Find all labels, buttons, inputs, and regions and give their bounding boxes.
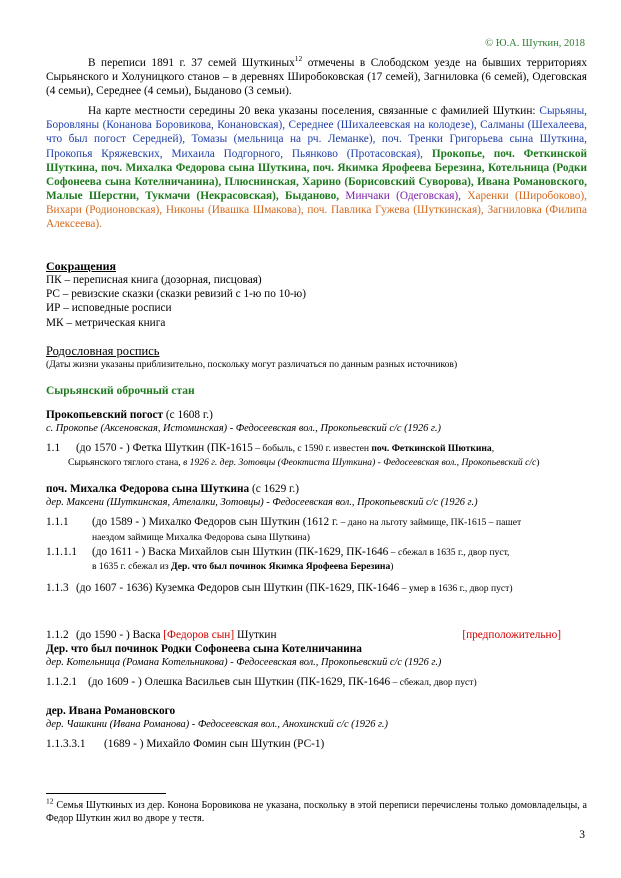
abbr-item: ИР – исповедные росписи [46, 302, 172, 315]
entry-number: 1.1.2.1 [46, 676, 78, 689]
map-purple-places: Минчаки (Одеговская), [339, 189, 468, 202]
footnote [46, 796, 587, 825]
main-content [46, 56, 587, 752]
entry-cont [46, 456, 587, 470]
entry-text: (до 1607 - 1636) Куземка Федоров сын Шуткин (ПК-1629, ПК-1646 [76, 581, 400, 594]
entry [46, 441, 587, 456]
abbreviations-title: Сокращения [46, 259, 117, 274]
map-lead: На карте местности середины 20 века указаны поселения, связанные с фамилией Шуткин: [88, 105, 540, 118]
section-title: Дер. что был починок Родки Софонеева сына Котелничанина [46, 643, 362, 655]
intro-text-cont: отмечены в Слободском уезде на бывших территориях Сырьянского и Холуницкого станов – в деревнях Широбоковская (17 семей), Загниловка (6 семей), Одеговская (4 семьи), Середнее (4 семьи), Быданово (3 семьи). [46, 57, 588, 98]
entry-note: – умер в 1636 г., двор пуст) [399, 582, 513, 594]
entry-uncertain: [Федоров сын] [163, 628, 235, 641]
section-title: дер. Ивана Романовского [46, 705, 176, 718]
footnote-separator [46, 793, 166, 794]
entry-text: Шуткин [234, 628, 277, 641]
entry [46, 737, 587, 751]
stan-heading: Сырьянский оброчный стан [46, 384, 195, 397]
entry-note-italic: в 1926 г. дер. Зотовцы (Феоктиста Шуткина) - Федосеевская вол., Прокопьевский с/с [183, 457, 537, 469]
entry-note: – дано на льготу займище, ПК-1615 – пашет [338, 517, 522, 529]
entry-note: , [491, 443, 495, 455]
section-location: с. Прокопье (Аксеновская, Истоминская) - Федосеевская вол., Прокопьевский с/с (1926 г.) [46, 422, 441, 434]
genealogy-header [46, 344, 587, 372]
entry [46, 675, 587, 690]
entry-number: 1.1.1.1 [46, 545, 78, 558]
entry-note: – сбежал, двор пуст) [390, 677, 477, 689]
abbr-item: ПК – переписная книга (дозорная, писцовая) [46, 274, 262, 287]
intro-paragraph [46, 56, 587, 98]
section-title: Прокопьевский погост [46, 408, 164, 421]
presumably-note: [предположительно] [462, 628, 561, 641]
entry-number: 1.1.1 [46, 516, 69, 529]
abbr-item: МК – метрическая книга [46, 316, 166, 329]
entry-number: 1.1.2 [46, 628, 69, 641]
entry-note: ) [390, 560, 394, 572]
entry [46, 628, 587, 642]
entry-note: Сырьянского тяглого стана, [68, 457, 184, 469]
entry-note: – бобыль, с 1590 г. известен [252, 443, 372, 455]
entry-number: 1.1 [46, 442, 61, 455]
copyright: © Ю.А. Шуткин, 2018 [485, 38, 585, 49]
entry-note-bold: поч. Феткинской Шюткина [371, 443, 492, 455]
entry-text: (до 1609 - ) Олешка Васильев сын Шуткин (ПК-1629, ПК-1646 [88, 676, 391, 689]
entry-note: в 1635 г. сбежал из [92, 560, 172, 572]
map-orange-places: Харенки (Широбоково), Вихари (Родионовская), Никоны (Ивашка Шмакова), поч. Павлика Гужева (Шуткинская), Загниловка (Филипа Алексеева). [46, 189, 587, 231]
entry [46, 581, 587, 596]
entry [46, 515, 587, 530]
entry-text: (1689 - ) Михайло Фомин сын Шуткин (РС-1) [104, 738, 325, 751]
section-kotelnichanin [46, 628, 587, 690]
section-location: дер. Чашкини (Ивана Романова) - Федосеевская вол., Анохинский с/с (1926 г.) [46, 719, 388, 731]
section-title: поч. Михалка Федорова сына Шуткина [46, 483, 250, 496]
section-year: (с 1608 г.) [163, 408, 213, 421]
map-paragraph [46, 104, 587, 231]
entry-number: 1.1.3 [46, 581, 69, 594]
footnote-number: 12 [46, 796, 54, 806]
abbr-item: РС – ревизские сказки (сказки ревизий с 1-ю по 10-ю) [46, 288, 306, 301]
section-year: (с 1629 г.) [249, 483, 299, 496]
section-location: дер. Котельница (Романа Котельникова) - Федосеевская вол., Прокопьевский с/с (1926 г.) [46, 657, 442, 669]
section-location: дер. Максени (Шуткинская, Ателалки, Зотовцы) - Федосеевская вол., Прокопьевский с/с (1926 г.) [46, 497, 478, 509]
entry-note-bold: Дер. что был починок Якимка Ярофеева Березина [171, 560, 391, 572]
entry-text: (до 1611 - ) Васка Михайлов сын Шуткин (ПК-1629, ПК-1646 [92, 545, 389, 558]
section-romanovsky [46, 704, 587, 751]
entry-text: (до 1570 - ) Фетка Шуткин (ПК-1615 [76, 442, 253, 455]
intro-text: В переписи 1891 г. 37 семей Шуткиных [88, 57, 295, 69]
section-prokopievsky [46, 408, 587, 470]
entry-cont: наездом займище Михалка Федорова сына Шуткина) [92, 531, 311, 543]
entry-cont [46, 560, 587, 574]
entry-text: (до 1589 - ) Михалко Федоров сын Шуткин (1612 г. [92, 516, 339, 529]
genealogy-note: (Даты жизни указаны приблизительно, поскольку могут различаться по данным разных источников) [46, 358, 458, 370]
entry-number: 1.1.3.3.1 [46, 738, 86, 751]
footnote-ref: 12 [294, 54, 303, 64]
entry-note: ) [536, 457, 540, 469]
entry-text: (до 1590 - ) Васка [76, 628, 164, 641]
section-mikhalka [46, 482, 587, 596]
footnote-text: Семья Шуткиных из дер. Конона Боровикова не указана, поскольку в этой переписи перечислены только домовладельцы, а Федор Шуткин жил во дворе у тестя. [46, 800, 587, 824]
page-number: 3 [579, 829, 585, 841]
map-green-places: Прокопье, поч. Феткинской Шуткина, поч. Михалка Федорова сына Шуткина, поч. Якимка Ярофеева Березина, Котельница (Родки Софонеева сына Котелничанина), Плюснинская, Харино (Борисовский Суворова), Ивана Романовского, Малые Шерстни, Тукмачи (Некрасовская), Быданово, [46, 147, 587, 202]
genealogy-title: Родословная роспись [46, 343, 160, 358]
entry [46, 545, 587, 560]
entry-note: – сбежал в 1635 г., двор пуст, [388, 546, 510, 558]
abbreviations [46, 259, 587, 329]
map-blue-places: Сырьяны, Боровляны (Конанова Боровикова, Конановская), Середнее (Шихалеевская на колодезе), Салманы (Шехалеева, что был погост Середней), Томазы (мельница на рч. Леманке), поч. Тренки Григорьева сына Шуткина, Прокопья Кряжевских, Михаила Подгорного, Пьянково (Протасовская), [46, 105, 587, 160]
